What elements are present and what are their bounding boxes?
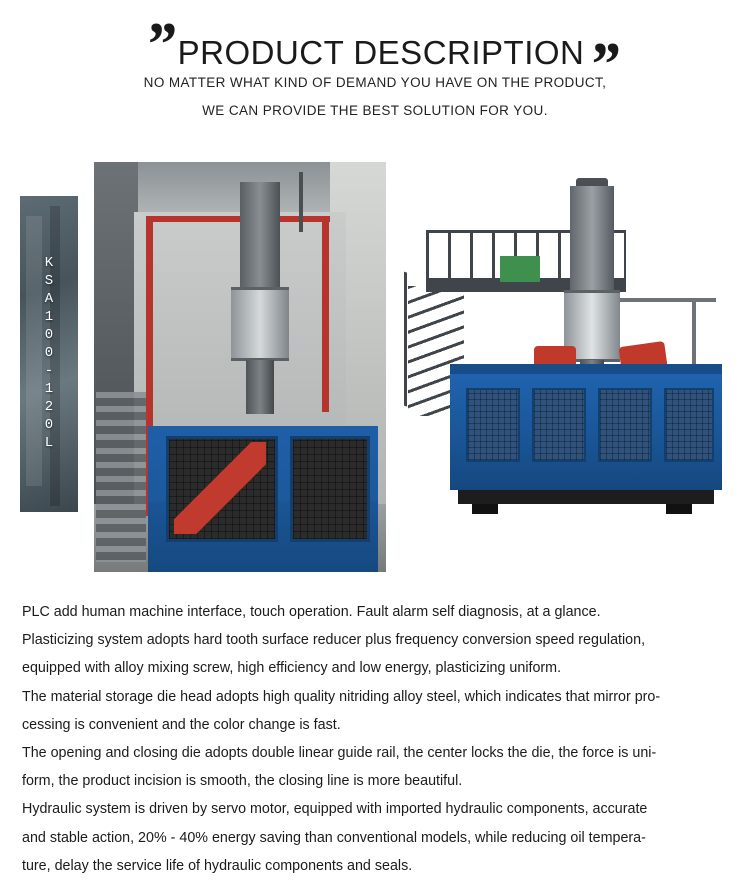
description-line: The material storage die head adopts high quality nitriding alloy steel, which indicates that mirror pro- bbox=[22, 688, 661, 705]
description-line: PLC add human machine interface, touch operation. Fault alarm self diagnosis, at a glance. bbox=[22, 604, 601, 620]
description-line: form, the product incision is smooth, the closing line is more beautiful. bbox=[22, 773, 463, 790]
description-line: cessing is convenient and the color change is fast. bbox=[22, 716, 341, 733]
subtitle-line-1: NO MATTER WHAT KIND OF DEMAND YOU HAVE ON THE PRODUCT, bbox=[143, 74, 607, 90]
description-line: Plasticizing system adopts hard tooth surface reducer plus frequency conversion speed regulation, bbox=[22, 632, 646, 649]
open-quote-icon: ” bbox=[144, 11, 172, 79]
model-label-strip bbox=[20, 196, 78, 512]
description-line: The opening and closing die adopts double linear guide rail, the center locks the die, the force is uni- bbox=[22, 745, 657, 762]
product-description-text bbox=[22, 598, 730, 880]
product-gallery bbox=[0, 154, 750, 574]
subtitle-line-2: WE CAN PROVIDE THE BEST SOLUTION FOR YOU. bbox=[202, 102, 548, 118]
product-photo-side bbox=[392, 178, 738, 556]
description-line: Hydraulic system is driven by servo motor, equipped with imported hydraulic components, accurate bbox=[22, 801, 648, 818]
page-title: PRODUCT DESCRIPTION bbox=[177, 34, 585, 71]
description-line: equipped with alloy mixing screw, high efficiency and low energy, plasticizing uniform. bbox=[22, 660, 562, 677]
close-quote-icon: ” bbox=[588, 31, 616, 99]
description-line: ture, delay the service life of hydraulic components and seals. bbox=[22, 857, 413, 874]
product-photo-front bbox=[94, 162, 386, 572]
page-header bbox=[0, 0, 750, 150]
description-line: and stable action, 20% - 40% energy saving than conventional models, while reducing oil tempera- bbox=[22, 829, 646, 846]
model-label: KSA100-120L bbox=[41, 255, 57, 453]
